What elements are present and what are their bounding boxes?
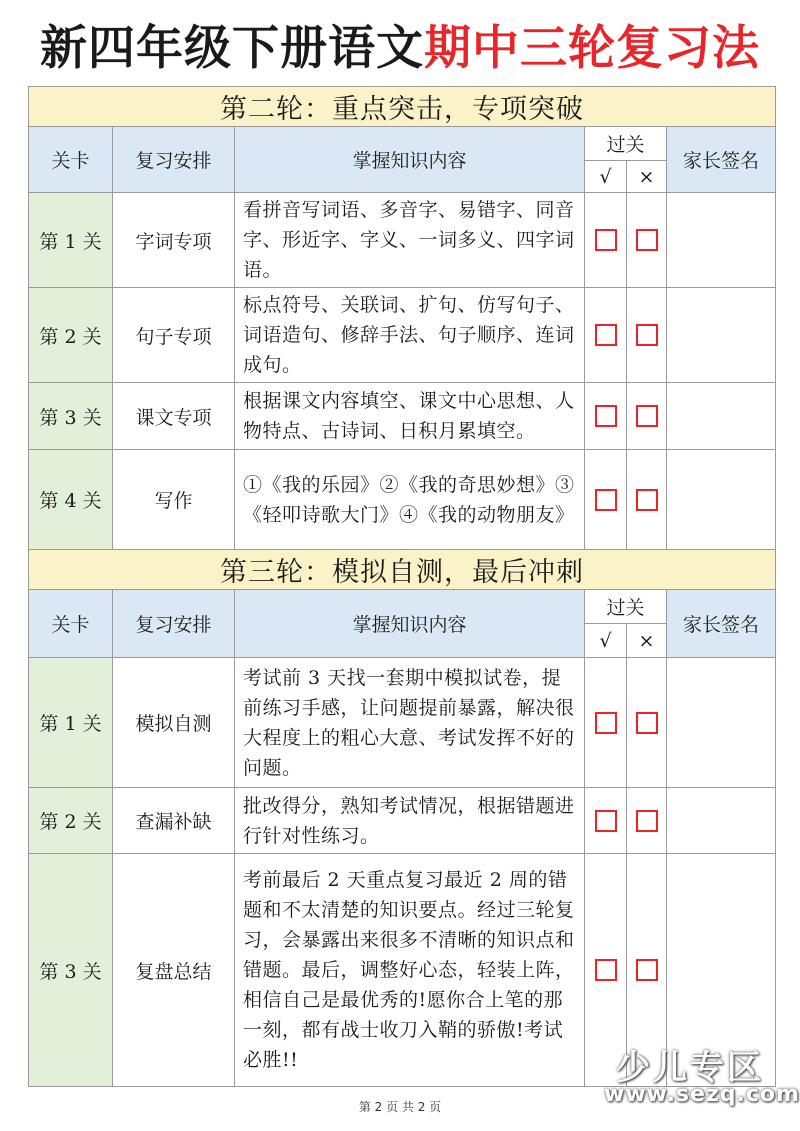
page-title — [0, 18, 800, 80]
watermark-url: www.sezq.com — [604, 1082, 800, 1107]
row-content: 批改得分，熟知考试情况，根据错题进行针对性练习。 — [235, 788, 585, 854]
header-level: 关卡 — [29, 590, 113, 658]
parent-sign-cell[interactable] — [667, 658, 776, 788]
row-content: 考试前 3 天找一套期中模拟试卷，提前练习手感，让问题提前暴露，解决很大程度上的粗心大意、考试发挥不好的问题。 — [235, 658, 585, 788]
table-row — [29, 193, 776, 288]
row-arrangement: 字词专项 — [113, 193, 235, 288]
title-part2: 期中三轮复习法 — [424, 21, 760, 76]
row-arrangement: 复盘总结 — [113, 854, 235, 1087]
fail-checkbox[interactable] — [636, 324, 658, 346]
row-level: 第 1 关 — [29, 193, 113, 288]
table-row — [29, 450, 776, 550]
row-content: 根据课文内容填空、课文中心思想、人物特点、古诗词、日积月累填空。 — [235, 383, 585, 450]
watermark-name: 少儿专区 — [616, 1048, 764, 1088]
table-row — [29, 383, 776, 450]
row-arrangement: 查漏补缺 — [113, 788, 235, 854]
round2-table — [28, 86, 776, 550]
header-pass: 过关 — [585, 127, 667, 161]
round3-title: 第三轮：模拟自测，最后冲刺 — [29, 550, 776, 590]
round2-title: 第二轮：重点突击，专项突破 — [29, 87, 776, 127]
row-content: 标点符号、关联词、扩句、仿写句子、词语造句、修辞手法、句子顺序、连词成句。 — [235, 288, 585, 383]
pass-checkbox[interactable] — [595, 405, 617, 427]
table-row — [29, 658, 776, 788]
row-content: 考前最后 2 天重点复习最近 2 周的错题和不太清楚的知识要点。经过三轮复习，会暴露出来很多不清晰的知识点和错题。最后，调整好心态，轻装上阵，相信自己是最优秀的!愿你合上笔的那一刻，都有战士收刀入鞘的骄傲!考试必胜!! — [235, 854, 585, 1087]
header-parent-sign: 家长签名 — [667, 127, 776, 193]
parent-sign-cell[interactable] — [667, 788, 776, 854]
parent-sign-cell[interactable] — [667, 193, 776, 288]
table-row — [29, 288, 776, 383]
row-level: 第 3 关 — [29, 854, 113, 1087]
row-arrangement: 模拟自测 — [113, 658, 235, 788]
header-cross: × — [627, 161, 667, 193]
page-footer: 第 2 页 共 2 页 — [358, 1100, 442, 1114]
title-part1: 新四年级下册语文 — [40, 21, 424, 76]
row-level: 第 2 关 — [29, 288, 113, 383]
row-level: 第 1 关 — [29, 658, 113, 788]
header-cross: × — [627, 624, 667, 658]
parent-sign-cell[interactable] — [667, 383, 776, 450]
header-arrangement: 复习安排 — [113, 127, 235, 193]
header-check: √ — [585, 161, 627, 193]
row-content: ①《我的乐园》②《我的奇思妙想》③《轻叩诗歌大门》④《我的动物朋友》 — [235, 450, 585, 550]
round3-table — [28, 549, 776, 1087]
row-arrangement: 句子专项 — [113, 288, 235, 383]
row-level: 第 4 关 — [29, 450, 113, 550]
table-row — [29, 788, 776, 854]
pass-checkbox[interactable] — [595, 489, 617, 511]
fail-checkbox[interactable] — [636, 712, 658, 734]
header-parent-sign: 家长签名 — [667, 590, 776, 658]
fail-checkbox[interactable] — [636, 959, 658, 981]
header-content: 掌握知识内容 — [235, 127, 585, 193]
parent-sign-cell[interactable] — [667, 450, 776, 550]
pass-checkbox[interactable] — [595, 712, 617, 734]
parent-sign-cell[interactable] — [667, 288, 776, 383]
row-level: 第 3 关 — [29, 383, 113, 450]
watermark-logo — [604, 1040, 800, 1120]
row-level: 第 2 关 — [29, 788, 113, 854]
fail-checkbox[interactable] — [636, 810, 658, 832]
fail-checkbox[interactable] — [636, 229, 658, 251]
header-level: 关卡 — [29, 127, 113, 193]
fail-checkbox[interactable] — [636, 489, 658, 511]
pass-checkbox[interactable] — [595, 959, 617, 981]
row-arrangement: 写作 — [113, 450, 235, 550]
row-arrangement: 课文专项 — [113, 383, 235, 450]
header-arrangement: 复习安排 — [113, 590, 235, 658]
row-content: 看拼音写词语、多音字、易错字、同音字、形近字、字义、一词多义、四字词语。 — [235, 193, 585, 288]
header-pass: 过关 — [585, 590, 667, 624]
header-content: 掌握知识内容 — [235, 590, 585, 658]
pass-checkbox[interactable] — [595, 810, 617, 832]
pass-checkbox[interactable] — [595, 324, 617, 346]
pass-checkbox[interactable] — [595, 229, 617, 251]
fail-checkbox[interactable] — [636, 405, 658, 427]
header-check: √ — [585, 624, 627, 658]
